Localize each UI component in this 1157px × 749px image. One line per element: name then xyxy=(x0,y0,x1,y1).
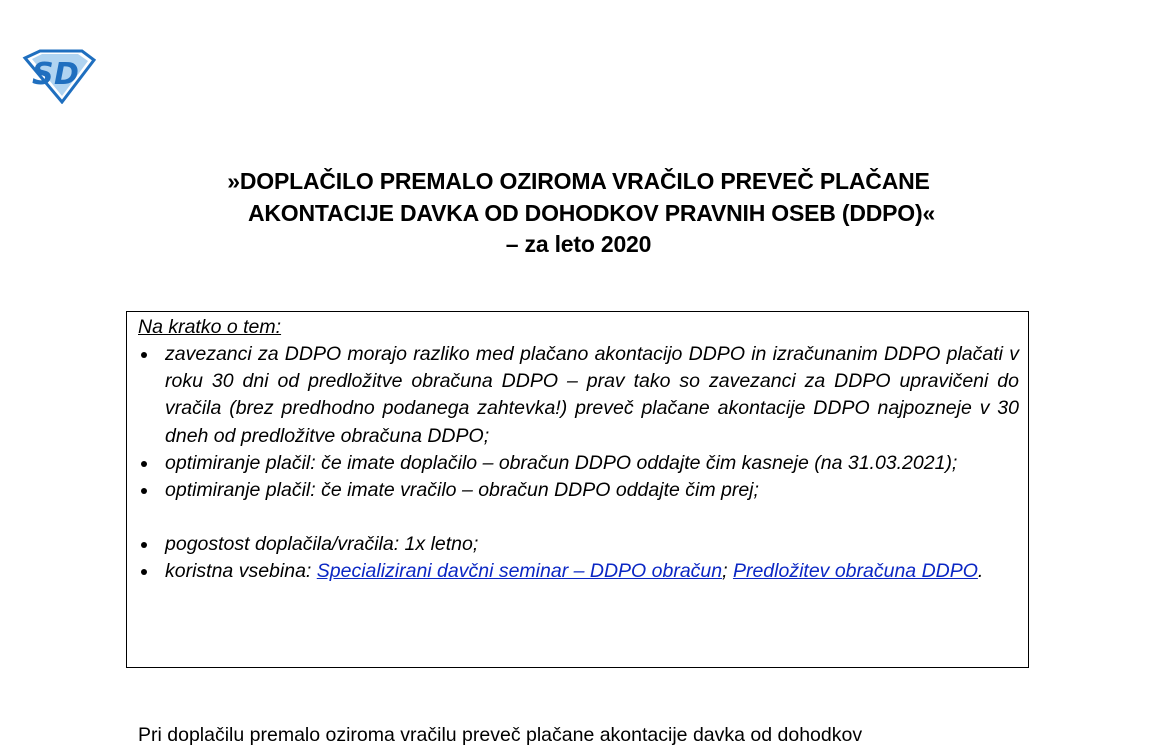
seminar-link[interactable]: Specializirani davčni seminar – DDPO obračun xyxy=(316,560,723,583)
link-separator: ; xyxy=(722,560,733,583)
bullet-icon xyxy=(141,352,147,358)
company-logo xyxy=(22,48,96,104)
bullet-icon xyxy=(141,461,147,467)
summary-item xyxy=(138,531,1019,558)
svg-text:D: D xyxy=(54,57,79,92)
summary-item-text: zavezanci za DDPO morajo razliko med plačano akontacijo DDPO in izračunanim DDPO plačati v roku 30 dni od predložitve obračuna DDPO – prav tako so zavezanci za DDPO upravičeni do vračila (brez predhodno podanega zahtevka!) preveč plačane akontacije DDPO najpozneje v 30 dneh od predložitve obračuna DDPO; xyxy=(165,343,1019,447)
summary-list xyxy=(138,341,1019,586)
bullet-icon xyxy=(141,488,147,494)
title-line-2: AKONTACIJE DAVKA OD DOHODKOV PRAVNIH OSEB (DDPO)« xyxy=(247,199,936,226)
summary-item-text: pogostost doplačila/vračila: 1x letno; xyxy=(165,533,479,556)
title-line-1: »DOPLAČILO PREMALO OZIROMA VRAČILO PREVEČ PLAČANE xyxy=(227,168,930,194)
summary-item xyxy=(138,450,1019,477)
summary-heading: Na kratko o tem: xyxy=(138,316,282,338)
bullet-icon xyxy=(141,542,147,548)
bullet-icon xyxy=(141,569,147,575)
svg-text:S: S xyxy=(32,57,54,92)
summary-item xyxy=(138,341,1019,450)
title-line-3: – za leto 2020 xyxy=(505,231,652,257)
document-title xyxy=(120,166,1037,261)
body-paragraph: Pri doplačilu premalo oziroma vračilu preveč plačane akontacije davka od dohodkov xyxy=(138,724,863,746)
summary-item-text: optimiranje plačil: če imate vračilo – obračun DDPO oddajte čim prej; xyxy=(165,479,759,502)
submission-link[interactable]: Predložitev obračuna DDPO xyxy=(732,560,978,583)
useful-prefix: koristna vsebina: xyxy=(165,560,317,583)
summary-item-useful xyxy=(138,558,1019,585)
summary-box xyxy=(126,311,1029,668)
summary-item-text: optimiranje plačil: če imate doplačilo – obračun DDPO oddajte čim kasneje (na 31.03.2021); xyxy=(165,451,958,474)
useful-suffix: . xyxy=(977,560,984,583)
summary-item xyxy=(138,477,1019,504)
